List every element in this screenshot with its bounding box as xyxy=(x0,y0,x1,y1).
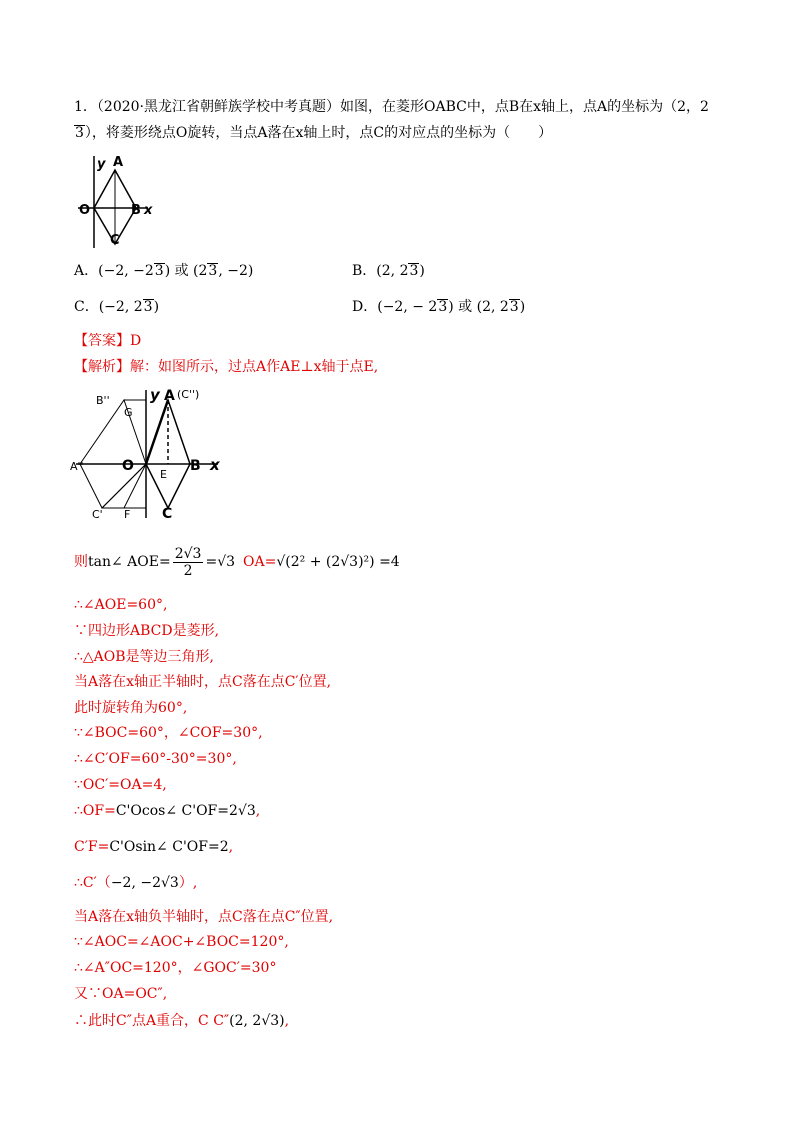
solution-line-15: 又∵OA=OC″, xyxy=(74,986,168,1002)
fig2-label-o: O xyxy=(122,458,134,474)
tan-fraction xyxy=(173,546,204,579)
option-a xyxy=(74,262,253,280)
solution-line-12: 当A落在x轴负半轴时，点C落在点C″位置, xyxy=(74,909,334,925)
analysis-head: 【解析】 xyxy=(74,359,130,375)
solution-line-14: ∴∠A″OC=120°，∠GOC′=30° xyxy=(74,960,277,976)
tan-numerator: 2√3 xyxy=(174,545,202,562)
answer-text: 【答案】D xyxy=(74,333,142,349)
solution-line-3: ∴△AOB是等边三角形, xyxy=(74,649,214,665)
option-c-sqrt: 3 xyxy=(143,299,153,315)
solution-line-16: ∴此时C″点A重合，C C″(2, 2√3), xyxy=(74,1013,290,1029)
solution-line-8: ∵OC′=OA=4, xyxy=(74,777,167,793)
fig2-label-a: A xyxy=(164,388,175,404)
option-b-text-1: (2, 2 xyxy=(376,263,409,279)
solution-line-9: ∴OF=C'Ocos∠ C'OF=2√3, xyxy=(74,803,261,819)
question-text-2: ），将菱形绕点O旋转，当点A落在x轴上时，点C的对应点的坐标为（ ） xyxy=(84,125,553,141)
option-b-text-2: ) xyxy=(419,263,425,279)
fig2-label-b: B xyxy=(190,458,201,474)
option-d-sqrt-2: 3 xyxy=(509,299,519,315)
fig1-label-c: C xyxy=(110,233,120,248)
of-expression: C'Ocos∠ C'OF=2√3 xyxy=(115,803,256,819)
solution-line-7: ∴∠C′OF=60°-30°=30°, xyxy=(74,751,237,767)
option-a-text-1: (−2, −2 xyxy=(98,263,154,279)
fig2-label-y: y xyxy=(150,386,160,404)
fig2-label-c: C xyxy=(162,506,173,522)
answer-line xyxy=(74,332,141,350)
c1-expression: −2, −2√3 xyxy=(110,875,179,891)
solution-line-4: 当A落在x轴正半轴时，点C落在点C′位置, xyxy=(74,674,332,690)
solution-line-10: C′F=C'Osin∠ C'OF=2, xyxy=(74,839,234,855)
option-a-sqrt-1: 3 xyxy=(154,263,164,279)
question-line-2 xyxy=(74,124,552,142)
option-d-text-1: (−2, − 2 xyxy=(377,299,438,315)
fig2-label-c2: (C'') xyxy=(177,388,200,401)
solution-line-1: ∴∠AOE=60°, xyxy=(74,597,168,613)
fig2-label-g: G xyxy=(124,406,133,419)
fig2-label-b2: B'' xyxy=(96,394,110,407)
fig2-label-a2: A'' xyxy=(70,460,84,473)
fig2-label-f: F xyxy=(124,508,131,521)
option-d xyxy=(352,298,525,316)
option-b-sqrt: 3 xyxy=(409,263,419,279)
fig2-segment-oa xyxy=(146,400,168,464)
analysis-intro: 解：如图所示，过点A作AE⊥x轴于点E, xyxy=(130,359,379,375)
option-c xyxy=(74,298,159,316)
fig2-label-x: x xyxy=(210,456,220,474)
oa-label: OA= xyxy=(243,554,277,570)
option-c-label: C． xyxy=(74,299,99,315)
fig1-label-b: B xyxy=(131,203,141,218)
option-d-text-3: ) xyxy=(519,299,526,315)
c2-expression: (2, 2√3) xyxy=(229,1013,285,1029)
option-c-text-1: (−2, 2 xyxy=(98,299,143,315)
option-a-label: A． xyxy=(74,263,99,279)
tan-denominator: 2 xyxy=(183,562,193,579)
solution-line-2: ∵四边形ABCD是菱形, xyxy=(74,623,220,639)
fig1-label-x: x xyxy=(144,203,153,218)
c2-prefix: ∴此时C″点A重合，C C″ xyxy=(74,1013,230,1029)
tan-prefix: 则 xyxy=(74,554,88,570)
solution-line-6: ∵∠BOC=60°，∠COF=30°, xyxy=(74,725,263,741)
of-prefix: ∴OF= xyxy=(74,803,116,819)
question-line-1 xyxy=(74,98,709,116)
cf-expression: C'Osin∠ C'OF=2 xyxy=(109,839,229,855)
option-d-text-2: ) 或 (2, 2 xyxy=(448,299,509,315)
fig2-rotated-left xyxy=(80,400,146,508)
fig2-label-c1: C' xyxy=(92,508,103,521)
question-text-1: 1．（2020·黑龙江省朝鲜族学校中考真题）如图，在菱形OABC中，点B在x轴上，点A的坐标为（2，2 xyxy=(74,99,709,115)
option-b xyxy=(352,262,425,280)
option-c-text-2: ) xyxy=(153,299,160,315)
option-a-sqrt-2: 3 xyxy=(208,263,218,279)
cf-prefix: C′F= xyxy=(74,839,110,855)
fig2-label-e: E xyxy=(160,468,167,481)
figure-rhombus xyxy=(74,152,174,252)
tan-line xyxy=(74,544,400,580)
c1-prefix: ∴C′（ xyxy=(74,875,111,891)
tan-expression: tan∠ AOE= xyxy=(88,554,171,570)
oa-expression: √(2² + (2√3)²) =4 xyxy=(276,554,400,570)
option-a-text-3: , −2) xyxy=(218,263,254,279)
fig1-label-a: A xyxy=(113,155,124,170)
option-d-label: D． xyxy=(352,299,378,315)
analysis-line xyxy=(74,358,378,376)
c1-suffix: ）, xyxy=(178,875,198,891)
fig1-label-y: y xyxy=(97,157,106,172)
figure-rotation xyxy=(68,382,240,522)
option-a-text-2: ) 或 (2 xyxy=(164,263,208,279)
tan-result: =√3 xyxy=(205,554,236,570)
fig1-label-o: O xyxy=(79,203,91,218)
sqrt3-radicand: 3 xyxy=(75,125,84,141)
solution-line-5: 此时旋转角为60°, xyxy=(74,700,188,716)
solution-line-13: ∵∠AOC=∠AOC+∠BOC=120°, xyxy=(74,934,289,950)
option-b-label: B． xyxy=(352,263,377,279)
option-d-sqrt-1: 3 xyxy=(438,299,448,315)
solution-line-11 xyxy=(74,874,197,892)
